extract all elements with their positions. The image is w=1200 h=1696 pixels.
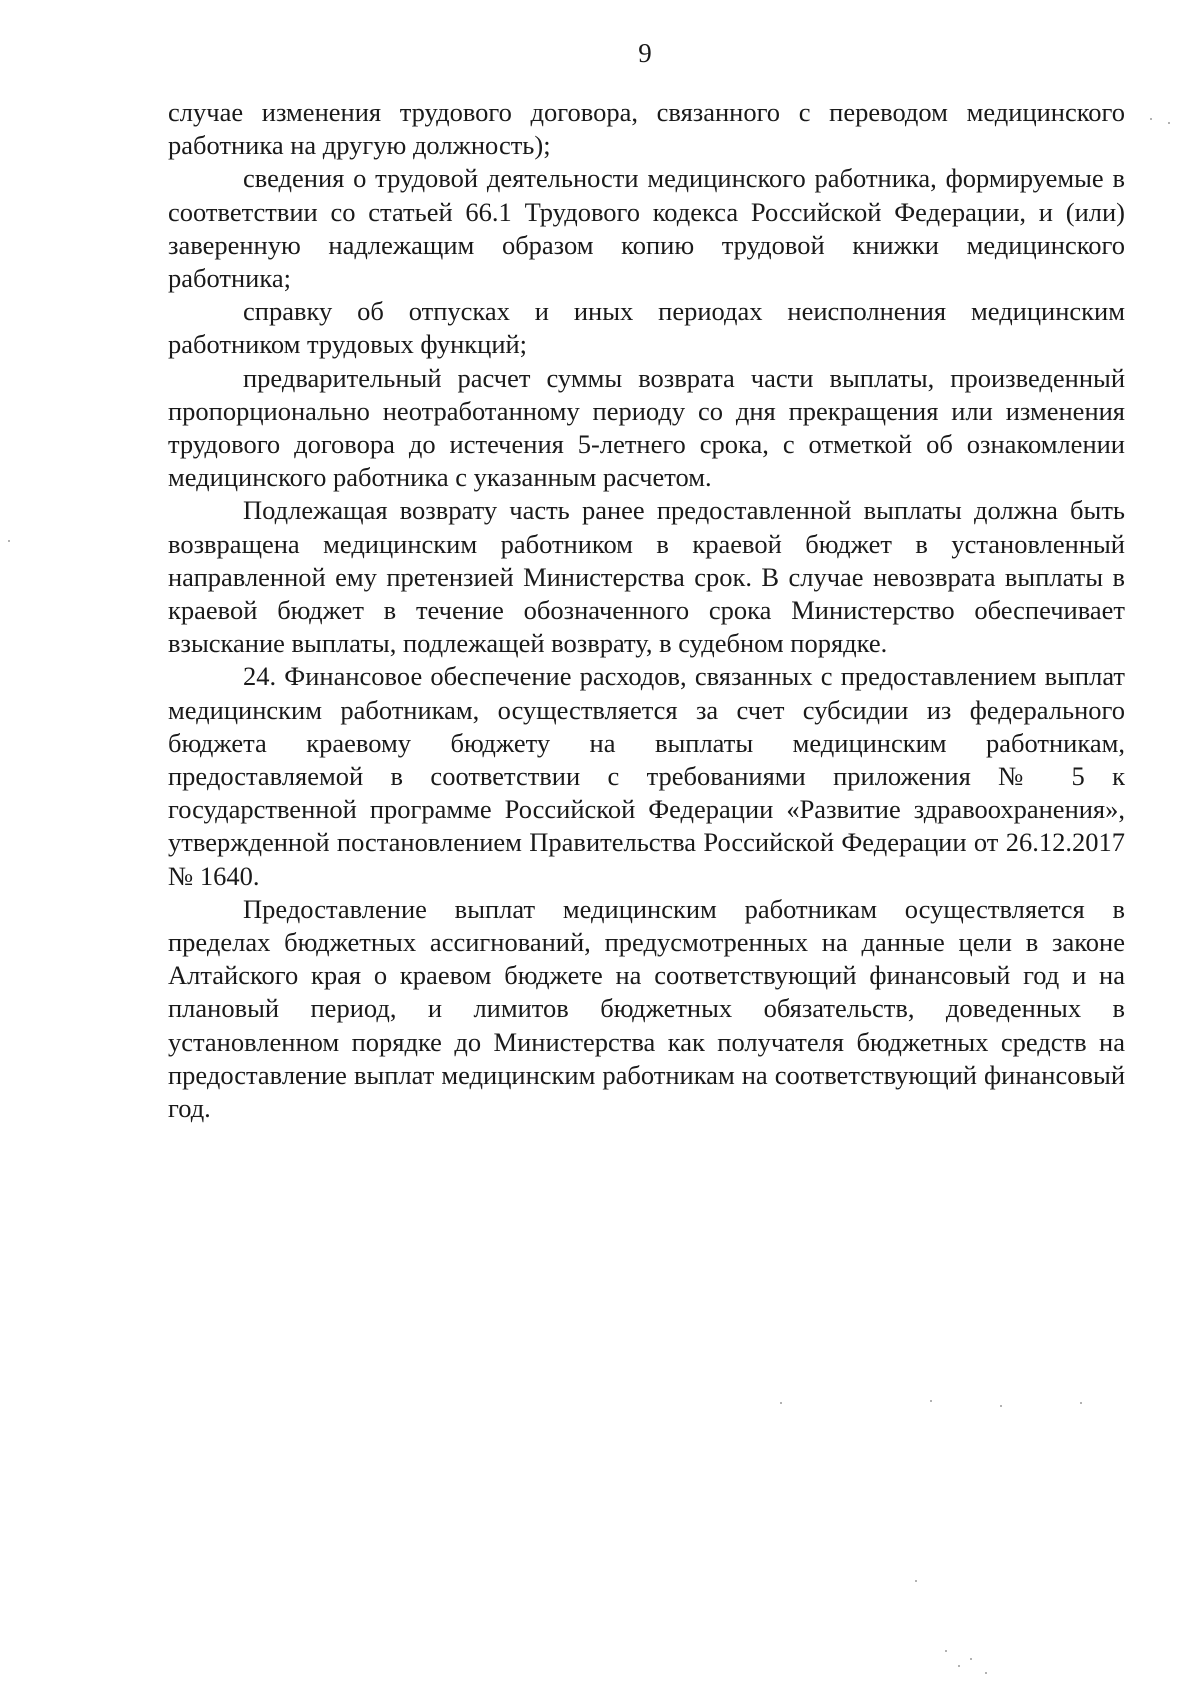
scan-speck [945, 1650, 947, 1652]
scan-speck [1168, 122, 1170, 124]
paragraph: 24. Финансовое обеспечение расходов, связанных с предоставлением выплат медицинским работникам, осуществляется за счет субсидии из федерального бюджета краевому бюджету на выплаты медицинским работникам, предоставляемой в соответствии с требованиями приложения № 5 к государственной программе Российской Федерации «Развитие здравоохранения», утвержденной постановлением Правительства Российской Федерации от 26.12.2017 № 1640. [168, 661, 1125, 891]
scan-speck [1000, 1405, 1002, 1407]
scan-speck [930, 1400, 932, 1402]
paragraph: случае изменения трудового договора, связанного с переводом медицинского работника на другую должность); [168, 97, 1125, 161]
paragraph: предварительный расчет суммы возврата части выплаты, произведенный пропорционально неотработанному периоду со дня прекращения или изменения трудового договора до истечения 5-летнего срока, с отметкой об ознакомлении медицинского работника с указанным расчетом. [168, 362, 1125, 493]
scan-speck [985, 1672, 987, 1674]
scan-speck [780, 1402, 782, 1404]
scan-speck [8, 540, 10, 542]
paragraph: сведения о трудовой деятельности медицинского работника, формируемые в соответствии со статьей 66.1 Трудового кодекса Российской Федерации, и (или) заверенную надлежащим образом копию трудовой книжки медицинского работника; [168, 163, 1125, 294]
scan-speck [1150, 118, 1152, 120]
scan-speck [958, 1665, 960, 1667]
paragraph: Предоставление выплат медицинским работникам осуществляется в пределах бюджетных ассигнований, предусмотренных на данные цели в законе Алтайского края о краевом бюджете на соответствующий финансовый год и на плановый период, и лимитов бюджетных обязательств, доведенных в установленном порядке до Министерства как получателя бюджетных средств на предоставление выплат медицинским работникам на соответствующий финансовый год. [168, 893, 1125, 1124]
scan-speck [1080, 1402, 1082, 1404]
paragraph: справку об отпусках и иных периодах неисполнения медицинским работником трудовых функций; [168, 296, 1125, 360]
document-body [168, 96, 1125, 1125]
paragraph: Подлежащая возврату часть ранее предоставленной выплаты должна быть возвращена медицинским работником в краевой бюджет в установленный направленной ему претензией Министерства срок. В случае невозврата выплаты в краевой бюджет в течение обозначенного срока Министерство обеспечивает взыскание выплаты, подлежащей возврату, в судебном порядке. [168, 495, 1125, 659]
page-number: 9 [638, 38, 652, 68]
scan-speck [915, 1580, 917, 1582]
scan-speck [970, 1658, 972, 1660]
